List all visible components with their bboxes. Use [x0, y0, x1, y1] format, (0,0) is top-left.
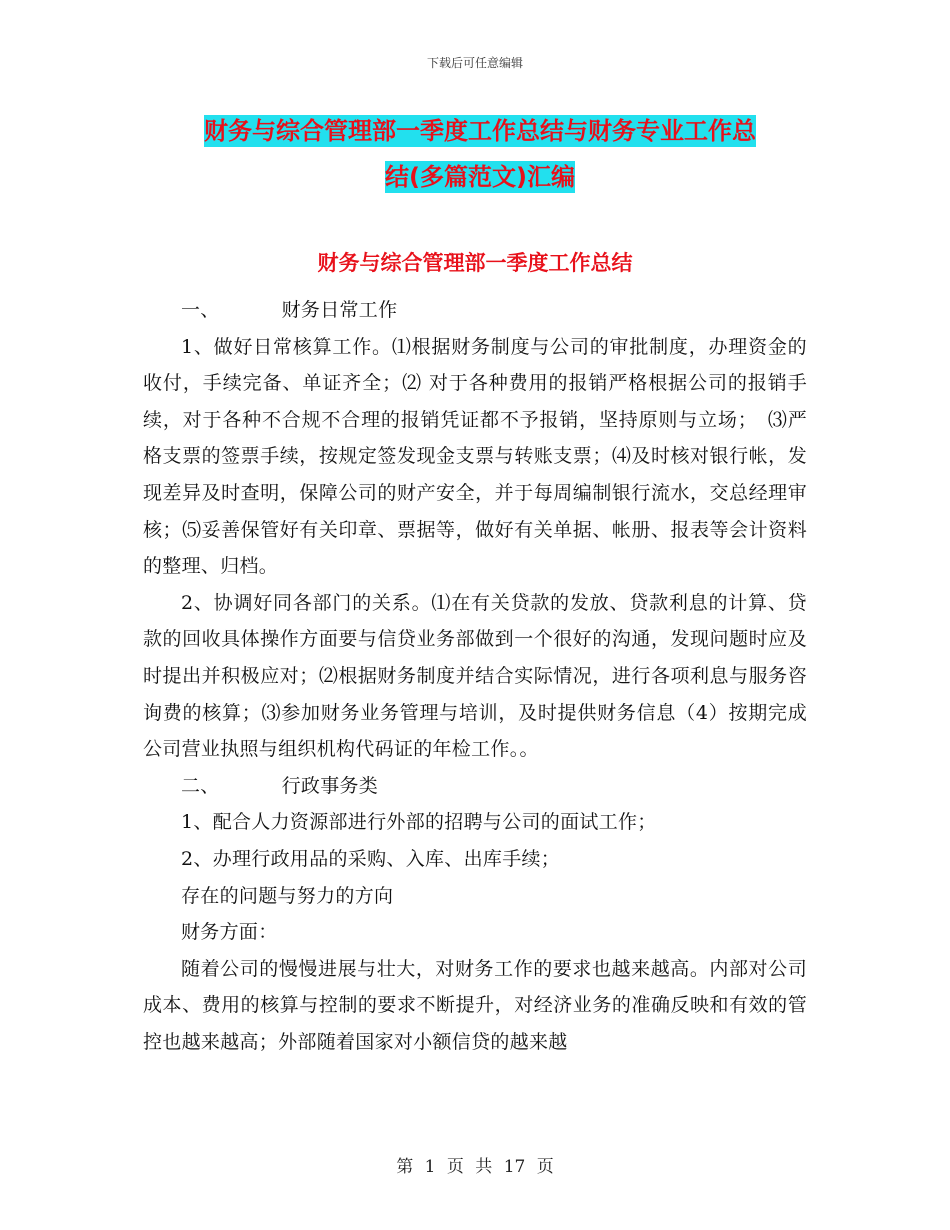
page-number-footer: 第 1 页 共 17 页	[396, 1157, 554, 1177]
paragraph: 随着公司的慢慢进展与壮大，对财务工作的要求也越来越高。内部对公司成本、费用的核算与控制的要求不断提升，对经济业务的准确反映和有效的管控也越来越高；外部随着国家对小额信贷的越来越	[143, 957, 807, 1053]
heading-text: 行政事务类	[281, 774, 379, 797]
heading-number: 一、	[181, 299, 220, 321]
paragraph: 1、配合人力资源部进行外部的招聘与公司的面试工作；	[181, 811, 657, 834]
heading-text: 财务日常工作	[281, 299, 398, 321]
paragraph: 财务方面：	[181, 921, 278, 944]
document-body	[143, 292, 807, 1060]
document-title	[150, 108, 810, 200]
section-title: 财务与综合管理部一季度工作总结	[317, 251, 633, 275]
paragraph: 2、办理行政用品的采购、入库、出库手续；	[181, 847, 561, 870]
heading-number: 二、	[181, 774, 220, 797]
paragraph: 2、协调好同各部门的关系。⑴在有关贷款的发放、贷款利息的计算、贷款的回收具体操作方面要与信贷业务部做到一个很好的沟通，发现问题时应及时提出并积极应对；⑵根据财务制度并结合实际情况，进行各项利息与服务咨询费的核算；⑶参加财务业务管理与培训，及时提供财务信息（4）按期完成公司营业执照与组织机构代码证的年检工作。。	[143, 591, 807, 761]
document-title-line-1: 财务与综合管理部一季度工作总结与财务专业工作总	[204, 117, 756, 145]
paragraph: 存在的问题与努力的方向	[181, 884, 394, 907]
header-note: 下载后可任意编辑	[426, 56, 523, 70]
heading-admin-affairs	[143, 768, 807, 805]
paragraph: 1、做好日常核算工作。⑴根据财务制度与公司的审批制度，办理资金的收付，手续完备、单证齐全；⑵ 对于各种费用的报销严格根据公司的报销手续，对于各种不合规不合理的报销凭证都不予报销，坚持原则与立场； ⑶严格支票的签票手续，按规定签发现金支票与转账支票；⑷及时核对银行帐，发现差异及时查明，保障公司的财产安全，并于每周编制银行流水，交总经理审核；⑸妥善保管好有关印章、票据等，做好有关单据、帐册、报表等会计资料的整理、归档。	[143, 335, 807, 578]
document-title-line-2: 结(多篇范文)汇编	[385, 163, 575, 191]
heading-finance-daily	[143, 292, 807, 329]
